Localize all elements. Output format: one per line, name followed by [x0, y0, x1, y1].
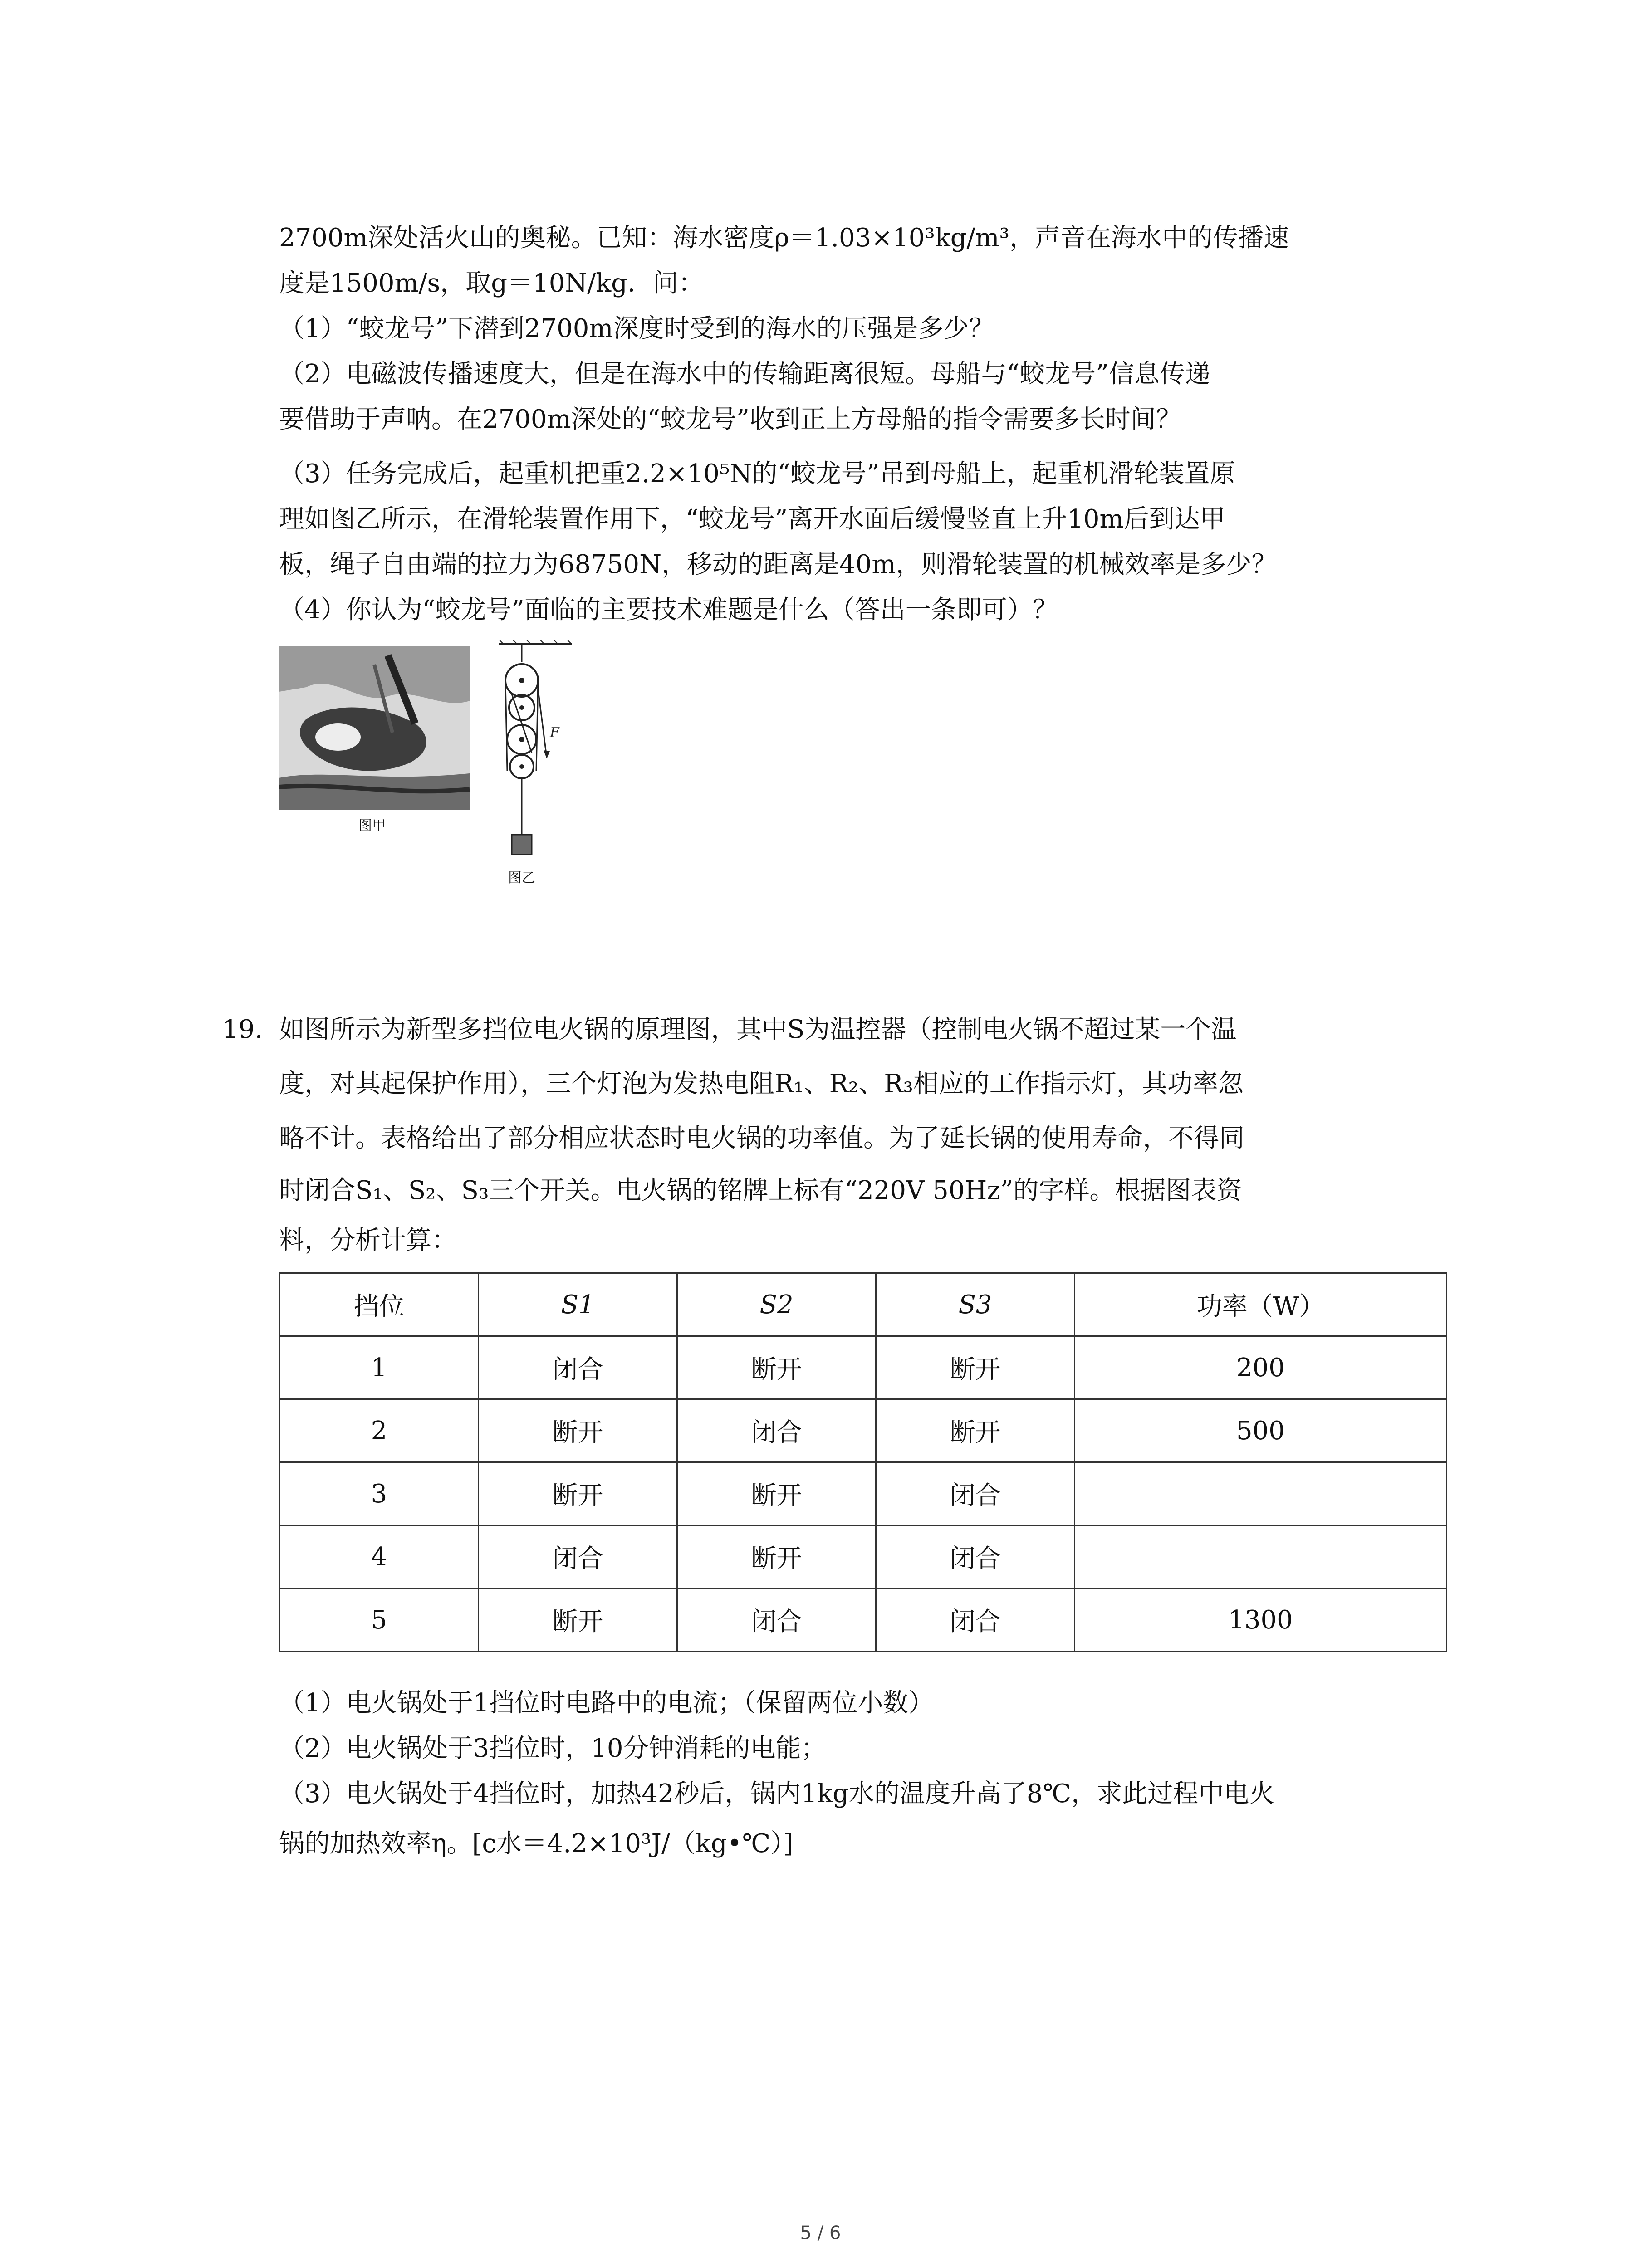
page-number: 5 / 6 — [800, 2223, 841, 2244]
q18-subq-1: （1）“蛟龙号”下潜到2700m深度时受到的海水的压强是多少？ — [279, 314, 994, 343]
table-row — [280, 1399, 1447, 1462]
cell-power — [1075, 1462, 1447, 1525]
cell-s3: 闭合 — [876, 1525, 1075, 1589]
cell-s1: 断开 — [479, 1399, 677, 1462]
cell-gear: 3 — [280, 1462, 479, 1525]
header-gear: 挡位 — [280, 1273, 479, 1336]
q19-line-4: 时闭合S₁、S₂、S₃三个开关。电火锅的铭牌上标有“220V 50Hz”的字样。根据图表资 — [279, 1176, 1242, 1205]
cell-s1: 闭合 — [479, 1525, 677, 1589]
table-row — [280, 1462, 1447, 1525]
q18-subq-4: （4）你认为“蛟龙号”面临的主要技术难题是什么（答出一条即可）？ — [279, 595, 1058, 625]
header-s1: S1 — [479, 1273, 677, 1336]
cell-s1: 断开 — [479, 1589, 677, 1652]
figure-b-pulley-diagram — [490, 640, 581, 885]
cell-s2: 闭合 — [677, 1589, 876, 1652]
table-row — [280, 1589, 1447, 1652]
header-s2: S2 — [677, 1273, 876, 1336]
cell-s2: 断开 — [677, 1462, 876, 1525]
cell-s2: 断开 — [677, 1525, 876, 1589]
cell-power: 1300 — [1075, 1589, 1447, 1652]
cell-s2: 闭合 — [677, 1399, 876, 1462]
q18-line-2: 度是1500m/s，取g＝10N/kg．问： — [279, 269, 704, 298]
q19-number: 19. — [222, 1015, 263, 1044]
header-power: 功率（W） — [1075, 1273, 1447, 1336]
cell-s1: 断开 — [479, 1462, 677, 1525]
q19-subq-3-line-2: 锅的加热效率η。[c水＝4.2×10³J/（kg•℃）] — [279, 1829, 794, 1858]
cell-gear: 5 — [280, 1589, 479, 1652]
figure-a-caption: 图甲 — [358, 818, 386, 834]
cell-gear: 2 — [280, 1399, 479, 1462]
q18-subq-2-line-2: 要借助于声呐。在2700m深处的“蛟龙号”收到正上方母船的指令需要多长时间？ — [279, 405, 1181, 434]
q19-line-3: 略不计。表格给出了部分相应状态时电火锅的功率值。为了延长锅的使用寿命，不得同 — [279, 1124, 1244, 1153]
table-header-row — [280, 1273, 1447, 1336]
q18-line-1: 2700m深处活火山的奥秘。已知：海水密度ρ＝1.03×10³kg/m³，声音在海水中的传播速 — [279, 223, 1289, 253]
cell-s3: 闭合 — [876, 1589, 1075, 1652]
cell-power — [1075, 1525, 1447, 1589]
q19-line-1: 如图所示为新型多挡位电火锅的原理图，其中S为温控器（控制电火锅不超过某一个温 — [279, 1015, 1237, 1044]
cell-s1: 闭合 — [479, 1336, 677, 1399]
cell-s3: 断开 — [876, 1336, 1075, 1399]
q18-subq-2-line-1: （2）电磁波传播速度大，但是在海水中的传输距离很短。母船与“蛟龙号”信息传递 — [279, 359, 1210, 389]
cell-power: 500 — [1075, 1399, 1447, 1462]
header-s3: S3 — [876, 1273, 1075, 1336]
q19-line-5: 料，分析计算： — [279, 1226, 457, 1255]
gear-power-table — [279, 1272, 1447, 1652]
submersible-photo-icon — [279, 646, 470, 810]
table-row — [280, 1336, 1447, 1399]
q19-subq-1: （1）电火锅处于1挡位时电路中的电流；（保留两位小数） — [279, 1688, 934, 1718]
table-row — [280, 1525, 1447, 1589]
cell-gear: 4 — [280, 1525, 479, 1589]
cell-s2: 断开 — [677, 1336, 876, 1399]
cell-s3: 断开 — [876, 1399, 1075, 1462]
cell-gear: 1 — [280, 1336, 479, 1399]
q18-subq-3-line-1: （3）任务完成后，起重机把重2.2×10⁵N的“蛟龙号”吊到母船上，起重机滑轮装置原 — [279, 459, 1235, 489]
q19-subq-2: （2）电火锅处于3挡位时，10分钟消耗的电能； — [279, 1734, 827, 1763]
figure-a-photo — [279, 646, 470, 810]
q19-line-2: 度，对其起保护作用），三个灯泡为发热电阻R₁、R₂、R₃相应的工作指示灯，其功率忽 — [279, 1069, 1244, 1099]
q18-subq-3-line-2: 理如图乙所示，在滑轮装置作用下，“蛟龙号”离开水面后缓慢竖直上升10m后到达甲 — [279, 504, 1225, 534]
q18-subq-3-line-3: 板，绳子自由端的拉力为68750N，移动的距离是40m，则滑轮装置的机械效率是多少？ — [279, 550, 1277, 579]
cell-s3: 闭合 — [876, 1462, 1075, 1525]
figure-b-caption: 图乙 — [508, 870, 535, 886]
force-label: F — [550, 725, 559, 741]
q19-subq-3-line-1: （3）电火锅处于4挡位时，加热42秒后，锅内1kg水的温度升高了8℃，求此过程中电火 — [279, 1779, 1275, 1809]
cell-power: 200 — [1075, 1336, 1447, 1399]
pulley-block-icon — [490, 640, 581, 866]
